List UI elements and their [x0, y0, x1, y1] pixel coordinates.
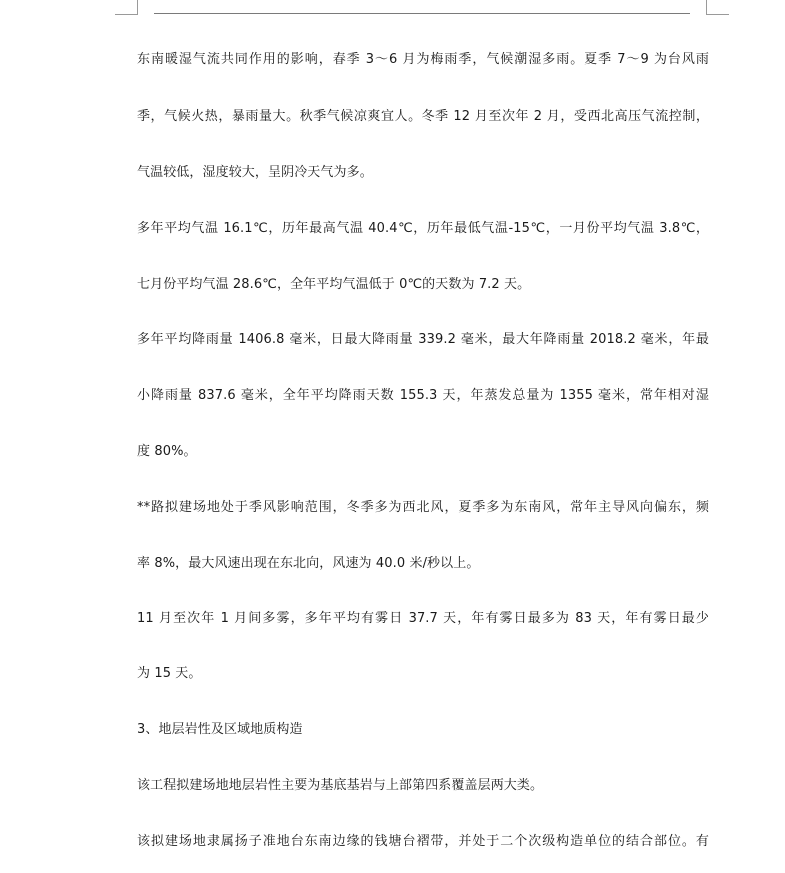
text-line: 多年平均气温 16.1℃，历年最高气温 40.4℃，历年最低气温-15℃，一月份平均气温 3.8℃，: [137, 221, 709, 236]
text-line: 东南暖湿气流共同作用的影响，春季 3～6 月为梅雨季，气候潮湿多雨。夏季 7～9 为台风雨: [137, 52, 709, 67]
text-line: 该拟建场地隶属扬子准地台东南边缘的钱塘台褶带，并处于二个次级构造单位的结合部位。有: [137, 834, 709, 849]
text-line: 小降雨量 837.6 毫米，全年平均降雨天数 155.3 天，年蒸发总量为 1355 毫米，常年相对湿: [137, 388, 709, 403]
text-line: 11 月至次年 1 月间多雾，多年平均有雾日 37.7 天，年有雾日最多为 83 天，年有雾日最少: [137, 611, 709, 626]
text-line: 为 15 天。: [137, 666, 202, 681]
page-corner-mark-left: [115, 0, 138, 15]
header-rule: [154, 13, 690, 14]
text-line: **路拟建场地处于季风影响范围，冬季多为西北风，夏季多为东南风，常年主导风向偏东，频: [137, 500, 709, 515]
text-line: 季，气候火热，暴雨量大。秋季气候凉爽宜人。冬季 12 月至次年 2 月，受西北高压气流控制，: [137, 109, 709, 124]
text-line: 气温较低，湿度较大，呈阴冷天气为多。: [137, 165, 373, 180]
text-line: 该工程拟建场地地层岩性主要为基底基岩与上部第四系覆盖层两大类。: [137, 778, 544, 793]
text-line: 度 80%。: [137, 444, 197, 459]
text-line: 七月份平均气温 28.6℃，全年平均气温低于 0℃的天数为 7.2 天。: [137, 277, 531, 292]
page-corner-mark-right: [706, 0, 729, 15]
text-line: 多年平均降雨量 1406.8 毫米，日最大降雨量 339.2 毫米，最大年降雨量 2018.2 毫米，年最: [137, 332, 709, 347]
text-line: 率 8%，最大风速出现在东北向，风速为 40.0 米/秒以上。: [137, 556, 480, 571]
section-heading: 3、地层岩性及区域地质构造: [137, 722, 303, 737]
